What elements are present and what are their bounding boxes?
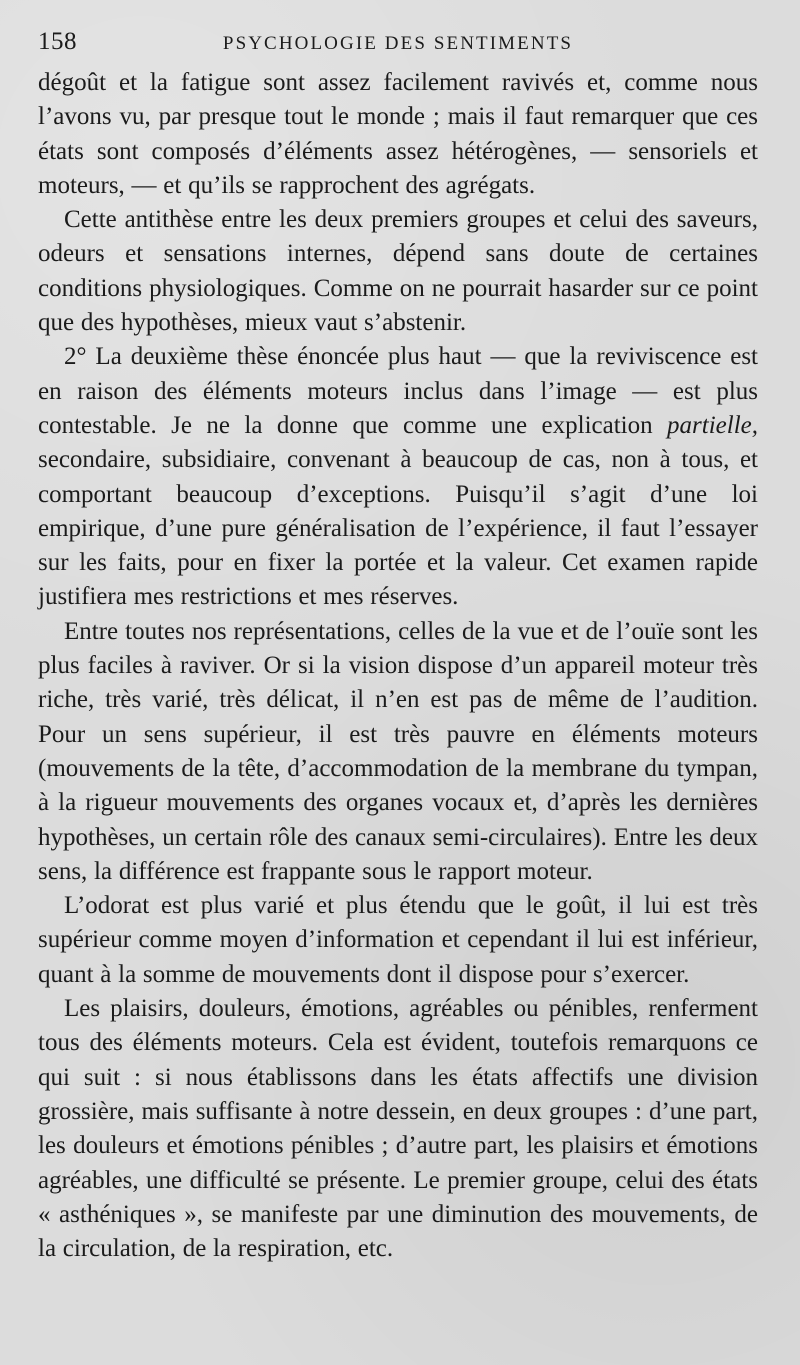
running-head bbox=[38, 26, 758, 60]
emphasized-word: partielle, bbox=[667, 411, 758, 439]
running-title: PSYCHOLOGIE DES SENTIMENTS bbox=[222, 33, 574, 54]
paragraph-3 bbox=[38, 340, 758, 614]
paragraph-4: Entre toutes nos représentations, celles de la vue et de l’ouïe sont les plus faciles à raviver. Or si la vision dispose d’un appareil moteur très riche, très varié, très délicat, il n’en est pas de même de l’audition. Pour un sens supérieur, il est très pauvre en éléments moteurs (mouvements de la tête, d’accommodation de la membrane du tympan, à la rigueur mouvements des organes vocaux et, d’après les dernières hypothèses, un certain rôle des canaux semi-circulaires). Entre les deux sens, la différence est frappante sous le rapport moteur. bbox=[38, 617, 758, 885]
page-number: 158 bbox=[38, 28, 77, 55]
paragraph-2: Cette antithèse entre les deux premiers groupes et celui des saveurs, odeurs et sensations internes, dépend sans doute de certaines conditions physiologiques. Comme on ne pourrait hasarder sur ce point que des hypothèses, mieux vaut s’abstenir. bbox=[38, 206, 758, 337]
paragraph-1: dégoût et la fatigue sont assez facilement ravivés et, comme nous l’avons vu, par presque tout le monde ; mais il faut remarquer que ces états sont composés d’éléments assez hétérogènes, — sensoriels et moteurs, — et qu’ils se rapprochent des agrégats. bbox=[38, 69, 758, 199]
body-text bbox=[38, 66, 758, 1266]
paragraph-6: Les plaisirs, douleurs, émotions, agréables ou pénibles, renferment tous des éléments moteurs. Cela est évident, toutefois remarquons ce qui suit : si nous établissons dans les états affectifs une division grossière, mais suffisante à notre dessein, en deux groupes : d’une part, les douleurs et émotions pénibles ; d’autre part, les plaisirs et émotions agréables, une difficulté se présente. Le premier groupe, celui des états « asthéniques », se manifeste par une diminution des mouvements, de la circulation, de la respiration, etc. bbox=[38, 995, 758, 1263]
paragraph-5: L’odorat est plus varié et plus étendu que le goût, il lui est très supérieur comme moyen d’information et cependant il lui est inférieur, quant à la somme de mouvements dont il dispose pour s’exercer. bbox=[38, 892, 758, 988]
paragraph-3-rest: secondaire, subsidiaire, convenant à beaucoup de cas, non à tous, et comportant beaucoup d’exceptions. Puisqu’il s’agit d’une loi empirique, d’une pure généralisation de l’expérience, il faut l’essayer sur les faits, pour en fixer la portée et la valeur. Cet examen rapide justifiera mes restrictions et mes réserves. bbox=[38, 446, 758, 611]
paragraph-3-lead: 2° La deuxième thèse énoncée plus haut — que la reviviscence est en raison des éléments moteurs inclus dans l’image — est plus contestable. Je ne la donne que comme une explication bbox=[38, 343, 758, 439]
